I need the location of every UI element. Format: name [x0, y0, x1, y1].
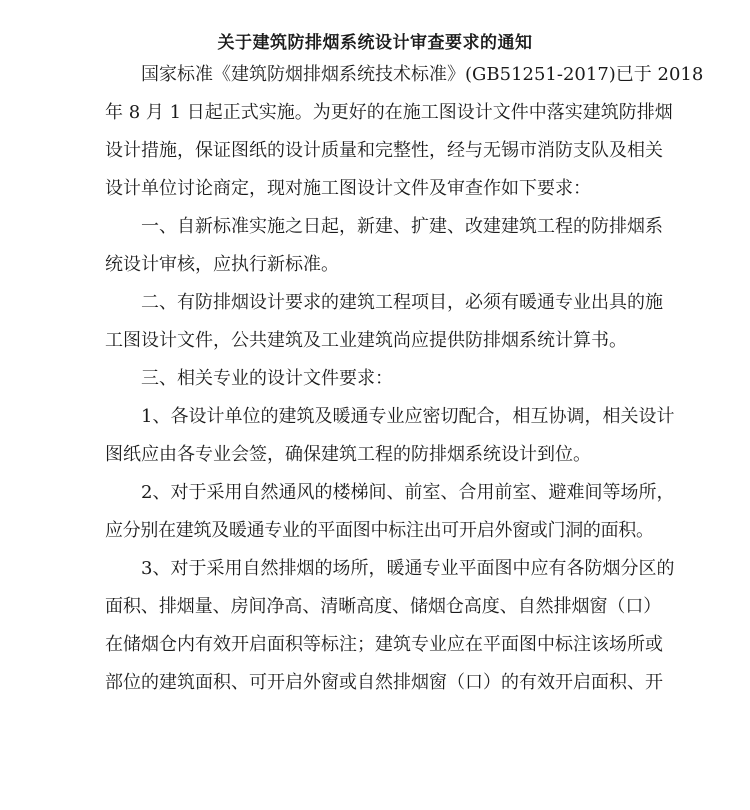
paragraph-line: 统设计审核，应执行新标准。	[105, 254, 339, 275]
paragraph-line: 部位的建筑面积、可开启外窗或自然排烟窗（口）的有效开启面积、开	[105, 672, 663, 693]
document-title: 关于建筑防排烟系统设计审查要求的通知	[217, 33, 533, 53]
document-body	[105, 64, 704, 710]
paragraph-line: 设计措施，保证图纸的设计质量和完整性，经与无锡市消防支队及相关	[105, 140, 663, 161]
paragraph-line: 应分别在建筑及暖通专业的平面图中标注出可开启外窗或门洞的面积。	[105, 520, 654, 541]
paragraph-line: 一、自新标准实施之日起，新建、扩建、改建建筑工程的防排烟系	[141, 216, 663, 237]
paragraph-line: 图纸应由各专业会签，确保建筑工程的防排烟系统设计到位。	[105, 444, 591, 465]
paragraph-line: 年 8 月 1 日起正式实施。为更好的在施工图设计文件中落实建筑防排烟	[105, 102, 673, 123]
paragraph-line: 3、对于采用自然排烟的场所，暖通专业平面图中应有各防烟分区的	[141, 558, 675, 579]
paragraph-line: 1、各设计单位的建筑及暖通专业应密切配合，相互协调，相关设计	[141, 406, 675, 427]
paragraph-line: 国家标准《建筑防烟排烟系统技术标准》(GB51251-2017)已于 2018	[141, 64, 704, 85]
paragraph-line: 工图设计文件，公共建筑及工业建筑尚应提供防排烟系统计算书。	[105, 330, 627, 351]
paragraph-line: 二、有防排烟设计要求的建筑工程项目，必须有暖通专业出具的施	[141, 292, 663, 313]
paragraph-line: 三、相关专业的设计文件要求：	[141, 368, 393, 389]
paragraph-line: 设计单位讨论商定，现对施工图设计文件及审查作如下要求：	[105, 178, 591, 199]
paragraph-line: 面积、排烟量、房间净高、清晰高度、储烟仓高度、自然排烟窗（口）	[105, 596, 661, 617]
paragraph-line: 在储烟仓内有效开启面积等标注；建筑专业应在平面图中标注该场所或	[105, 634, 663, 655]
paragraph-line: 2、对于采用自然通风的楼梯间、前室、合用前室、避难间等场所，	[141, 482, 675, 503]
